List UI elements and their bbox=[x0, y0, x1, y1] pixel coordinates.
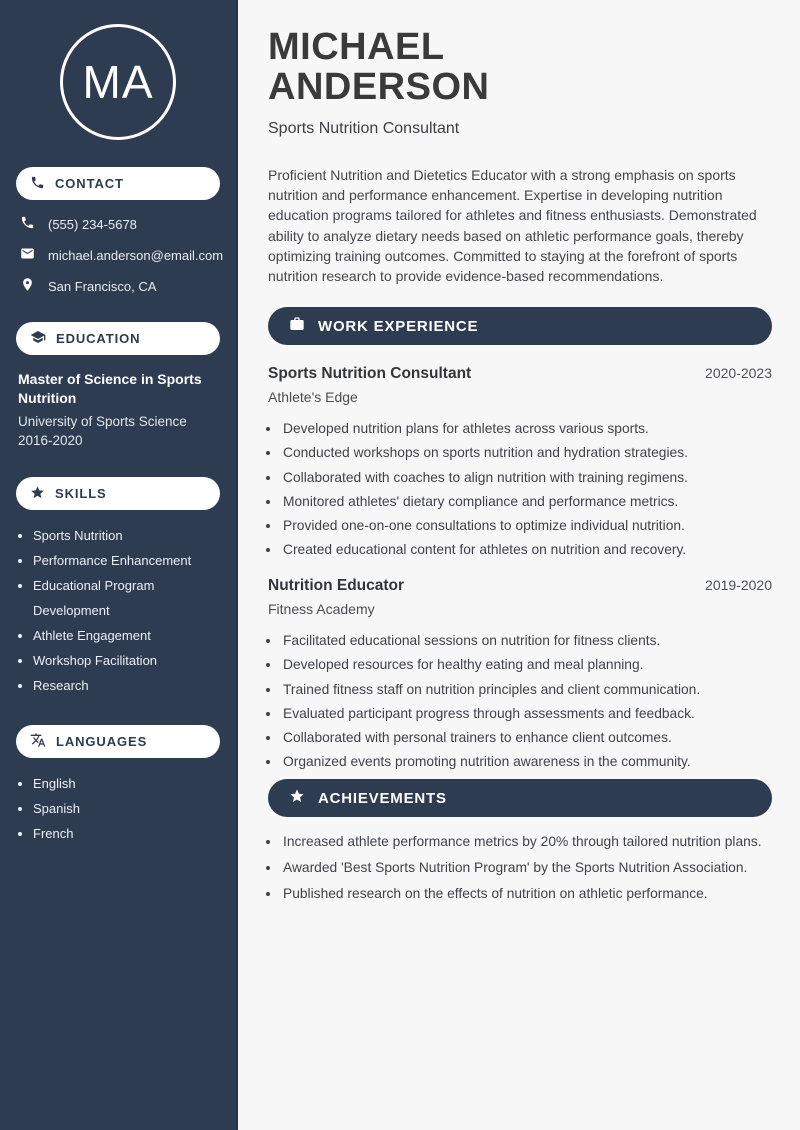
languages-heading: LANGUAGES bbox=[56, 734, 148, 749]
avatar bbox=[60, 24, 176, 140]
skill-item: • Educational Program Development bbox=[33, 573, 226, 623]
skills-list bbox=[20, 523, 226, 698]
language-item: • Spanish bbox=[33, 796, 226, 821]
job-bullet: • Created educational content for athletes on nutrition and recovery. bbox=[281, 543, 772, 557]
sidebar bbox=[0, 0, 238, 1130]
job-bullet: • Provided one-on-one consultations to optimize individual nutrition. bbox=[281, 519, 772, 533]
achievement-bullet: • Increased athlete performance metrics by 20% through tailored nutrition plans. bbox=[281, 835, 772, 849]
job-bullet: • Trained fitness staff on nutrition principles and client communication. bbox=[281, 683, 772, 697]
skills-section-header bbox=[16, 477, 220, 510]
contact-section-header bbox=[16, 167, 220, 200]
professional-title: Sports Nutrition Consultant bbox=[268, 120, 460, 137]
main-content bbox=[238, 0, 800, 1130]
job-title: Nutrition Educator bbox=[268, 577, 405, 595]
job-bullet: • Organized events promoting nutrition awareness in the community. bbox=[281, 755, 772, 769]
job-entry bbox=[268, 577, 772, 769]
briefcase-icon bbox=[289, 316, 305, 336]
skill-item: • Research bbox=[33, 673, 226, 698]
job-header bbox=[268, 365, 772, 383]
job-bullet: • Developed nutrition plans for athletes across various sports. bbox=[281, 422, 772, 436]
avatar-initials: MA bbox=[82, 56, 154, 108]
education-years: 2016-2020 bbox=[18, 433, 83, 448]
achievements-list bbox=[268, 835, 772, 901]
phone-icon bbox=[20, 215, 35, 233]
skill-item: • Sports Nutrition bbox=[33, 523, 226, 548]
job-company: Athlete's Edge bbox=[268, 389, 358, 406]
language-item: • English bbox=[33, 771, 226, 796]
phone-icon bbox=[30, 175, 45, 193]
work-experience-heading: WORK EXPERIENCE bbox=[318, 317, 479, 335]
education-school: University of Sports Science bbox=[18, 414, 187, 429]
job-bullet: • Monitored athletes' dietary compliance and performance metrics. bbox=[281, 495, 772, 509]
job-bullet: • Collaborated with coaches to align nutrition with training regimens. bbox=[281, 471, 772, 485]
job-bullet: • Collaborated with personal trainers to enhance client outcomes. bbox=[281, 731, 772, 745]
job-entry bbox=[268, 365, 772, 557]
email-icon bbox=[20, 246, 35, 264]
job-title: Sports Nutrition Consultant bbox=[268, 365, 472, 383]
graduation-cap-icon bbox=[30, 329, 46, 348]
education-entry bbox=[18, 370, 218, 450]
skill-item: • Athlete Engagement bbox=[33, 623, 226, 648]
language-item: • French bbox=[33, 821, 226, 846]
job-bullet: • Evaluated participant progress through assessments and feedback. bbox=[281, 707, 772, 721]
contact-item-email bbox=[20, 246, 222, 264]
job-bullet: • Facilitated educational sessions on nutrition for fitness clients. bbox=[281, 634, 772, 648]
contact-list bbox=[20, 215, 222, 295]
achievements-section-header bbox=[268, 779, 772, 817]
skill-item: • Performance Enhancement bbox=[33, 548, 226, 573]
email-address: michael.anderson@email.com bbox=[48, 247, 224, 263]
job-bullet-list bbox=[268, 422, 772, 557]
contact-heading: CONTACT bbox=[55, 176, 124, 191]
contact-item-location bbox=[20, 277, 222, 295]
job-bullet: • Conducted workshops on sports nutrition and hydration strategies. bbox=[281, 446, 772, 460]
translate-icon bbox=[30, 732, 46, 751]
job-bullet: • Developed resources for healthy eating and meal planning. bbox=[281, 658, 772, 672]
achievement-bullet: • Published research on the effects of nutrition on athletic performance. bbox=[281, 887, 772, 901]
location-text: San Francisco, CA bbox=[48, 278, 157, 294]
achievements-heading: ACHIEVEMENTS bbox=[318, 789, 447, 807]
location-pin-icon bbox=[20, 277, 35, 295]
job-header bbox=[268, 577, 772, 595]
job-dates: 2020-2023 bbox=[705, 365, 772, 382]
skill-item: • Workshop Facilitation bbox=[33, 648, 226, 673]
star-icon bbox=[289, 788, 305, 808]
job-company: Fitness Academy bbox=[268, 601, 375, 618]
work-experience-section-header bbox=[268, 307, 772, 345]
summary-paragraph: Proficient Nutrition and Dietetics Educator with a strong emphasis on sports nutrition and performance enhancement. Expertise in developing nutrition education programs tailored for athletes and fitness enthusiasts. Demonstrated ability to analyze dietary needs based on athletic performance goals, thereby optimizing training outcomes. Committed to staying at the forefront of sports nutrition research to provide evidence-based recommendations. bbox=[268, 167, 757, 285]
contact-item-phone bbox=[20, 215, 222, 233]
avatar-wrap bbox=[0, 24, 236, 140]
education-heading: EDUCATION bbox=[56, 331, 141, 346]
skills-heading: SKILLS bbox=[55, 486, 107, 501]
star-icon bbox=[30, 485, 45, 503]
education-section-header bbox=[16, 322, 220, 355]
achievement-bullet: • Awarded 'Best Sports Nutrition Program' by the Sports Nutrition Association. bbox=[281, 861, 772, 875]
job-bullet-list bbox=[268, 634, 772, 769]
education-degree: Master of Science in Sports Nutrition bbox=[18, 371, 202, 406]
languages-list bbox=[20, 771, 226, 846]
job-dates: 2019-2020 bbox=[705, 577, 772, 594]
phone-number: (555) 234-5678 bbox=[48, 216, 137, 232]
page-title: MICHAEL ANDERSON bbox=[268, 26, 490, 108]
languages-section-header bbox=[16, 725, 220, 758]
